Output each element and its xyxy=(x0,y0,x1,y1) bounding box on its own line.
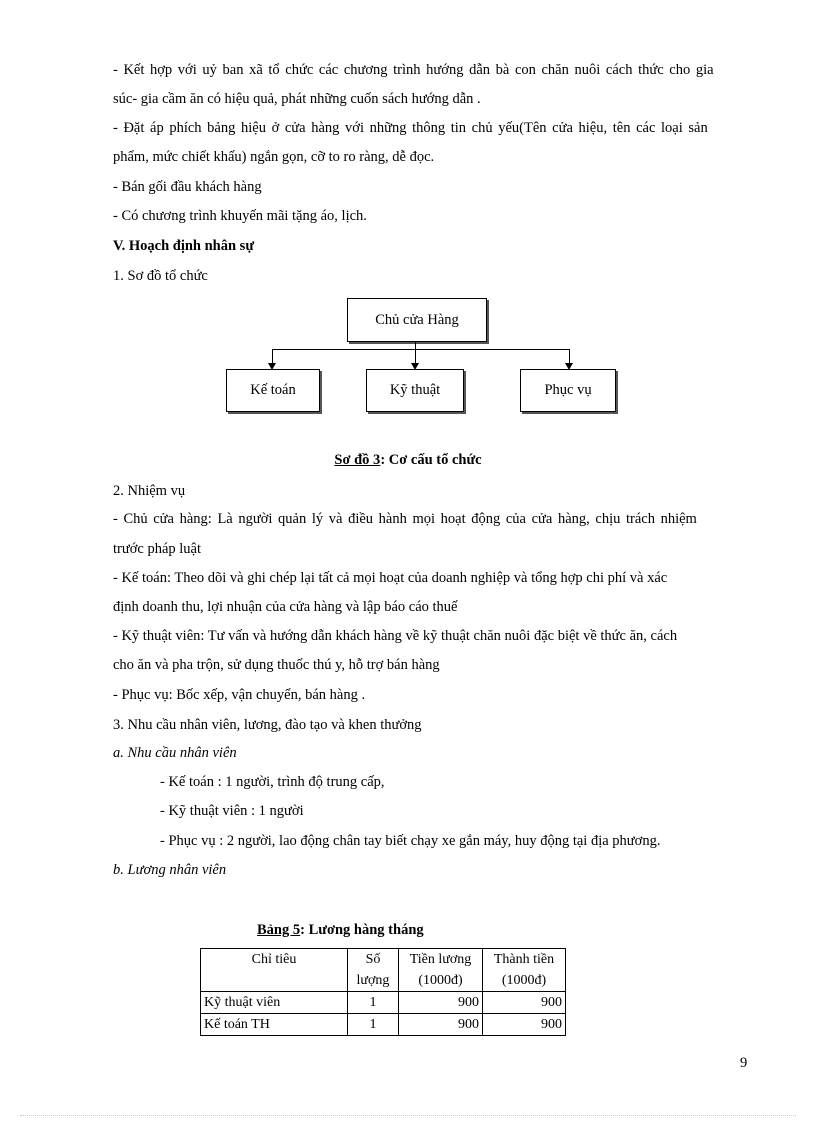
table-cell: Kế toán TH xyxy=(201,1014,348,1036)
header-cell xyxy=(483,949,566,992)
diagram-caption xyxy=(0,452,816,469)
paragraph-line: súc- gia cầm ăn có hiệu quả, phát những cuốn sách hướng dẫn . xyxy=(113,91,481,107)
subsection-heading: 2. Nhiệm vụ xyxy=(113,483,186,499)
org-box-technician xyxy=(366,369,464,412)
table-cell: 900 xyxy=(399,992,483,1014)
page-footer-divider xyxy=(20,1115,796,1116)
table-cell: Kỹ thuật viên xyxy=(201,992,348,1014)
connector-line xyxy=(272,349,570,350)
paragraph-line: - Kỹ thuật viên: Tư vấn và hướng dẫn khách hàng về kỹ thuật chăn nuôi đặc biệt về thức ăn, cách xyxy=(113,628,678,644)
paragraph-line: - Có chương trình khuyến mãi tặng áo, lịch. xyxy=(113,208,367,224)
table-cell: 900 xyxy=(483,992,566,1014)
header-text: Thành tiền xyxy=(493,952,555,967)
paragraph-line: định doanh thu, lợi nhuận của cửa hàng và lập báo cáo thuế xyxy=(113,599,458,615)
paragraph-line: - Kế toán: Theo dõi và ghi chép lại tất cả mọi hoạt của doanh nghiệp và tổng hợp chi phí và xác xyxy=(113,570,668,586)
org-box-root xyxy=(347,298,487,342)
header-text: Chỉ tiêu xyxy=(251,952,297,967)
subsection-heading: 3. Nhu cầu nhân viên, lương, đào tạo và khen thưởng xyxy=(113,717,422,733)
table-cell: 900 xyxy=(399,1014,483,1036)
header-text: Số xyxy=(365,952,381,967)
header-cell xyxy=(201,949,348,992)
header-cell xyxy=(348,949,399,992)
connector-line xyxy=(415,349,416,363)
section-heading: V. Hoạch định nhân sự xyxy=(113,238,255,254)
table-caption xyxy=(257,922,424,939)
page-number: 9 xyxy=(740,1055,748,1071)
list-item: - Kỹ thuật viên : 1 người xyxy=(160,803,304,819)
paragraph-line: phẩm, mức chiết khấu) ngắn gọn, cỡ to ro ràng, dễ đọc. xyxy=(113,149,435,165)
table-cell: 900 xyxy=(483,1014,566,1036)
table-row xyxy=(201,1014,566,1036)
table-cell: 1 xyxy=(348,1014,399,1036)
org-box-label: Kỹ thuật xyxy=(389,382,441,398)
header-text: lượng xyxy=(356,973,390,988)
connector-line xyxy=(415,341,416,349)
subsection-heading: 1. Sơ đồ tổ chức xyxy=(113,268,208,284)
caption-text: : Lương hàng tháng xyxy=(300,922,424,938)
subsection-a: a. Nhu cầu nhân viên xyxy=(113,745,237,761)
paragraph-line: - Bán gối đầu khách hàng xyxy=(113,179,262,195)
table-header-row xyxy=(201,949,566,992)
header-text: Tiền lương xyxy=(409,952,472,967)
salary-table xyxy=(200,948,566,1036)
paragraph-line: - Chủ cửa hàng: Là người quản lý và điều hành mọi hoạt động của cửa hàng, chịu trách nhiệm xyxy=(113,511,697,527)
connector-line xyxy=(569,349,570,363)
table-row xyxy=(201,992,566,1014)
org-box-label: Kế toán xyxy=(250,382,296,398)
header-cell xyxy=(399,949,483,992)
caption-label: Bảng 5 xyxy=(257,922,301,938)
caption-text: : Cơ cấu tổ chức xyxy=(380,452,482,468)
connector-line xyxy=(272,349,273,363)
paragraph-line: trước pháp luật xyxy=(113,541,201,557)
table-cell: 1 xyxy=(348,992,399,1014)
list-item: - Phục vụ : 2 người, lao động chân tay biết chạy xe gắn máy, huy động tại địa phương. xyxy=(160,833,661,849)
header-text: (1000đ) xyxy=(418,973,463,988)
paragraph-line: - Phục vụ: Bốc xếp, vận chuyển, bán hàng . xyxy=(113,687,366,703)
header-text: (1000đ) xyxy=(501,973,547,988)
paragraph-line: - Đặt áp phích bảng hiệu ở cửa hàng với những thông tin chủ yếu(Tên cửa hiệu, tên các loại sản xyxy=(113,120,708,136)
org-box-label: Phục vụ xyxy=(544,382,592,398)
org-box-accountant xyxy=(226,369,320,412)
org-box-label: Chủ cửa Hàng xyxy=(375,311,459,328)
caption-label: Sơ đồ 3 xyxy=(334,452,381,468)
paragraph-line: cho ăn và pha trộn, sử dụng thuốc thú y, hỗ trợ bán hàng xyxy=(113,657,440,673)
list-item: - Kế toán : 1 người, trình độ trung cấp, xyxy=(160,774,385,790)
paragraph-line: - Kết hợp với uỷ ban xã tổ chức các chương trình hướng dẫn bà con chăn nuôi cách thức cho gia xyxy=(113,62,714,78)
subsection-b: b. Lương nhân viên xyxy=(113,862,227,878)
org-box-service xyxy=(520,369,616,412)
